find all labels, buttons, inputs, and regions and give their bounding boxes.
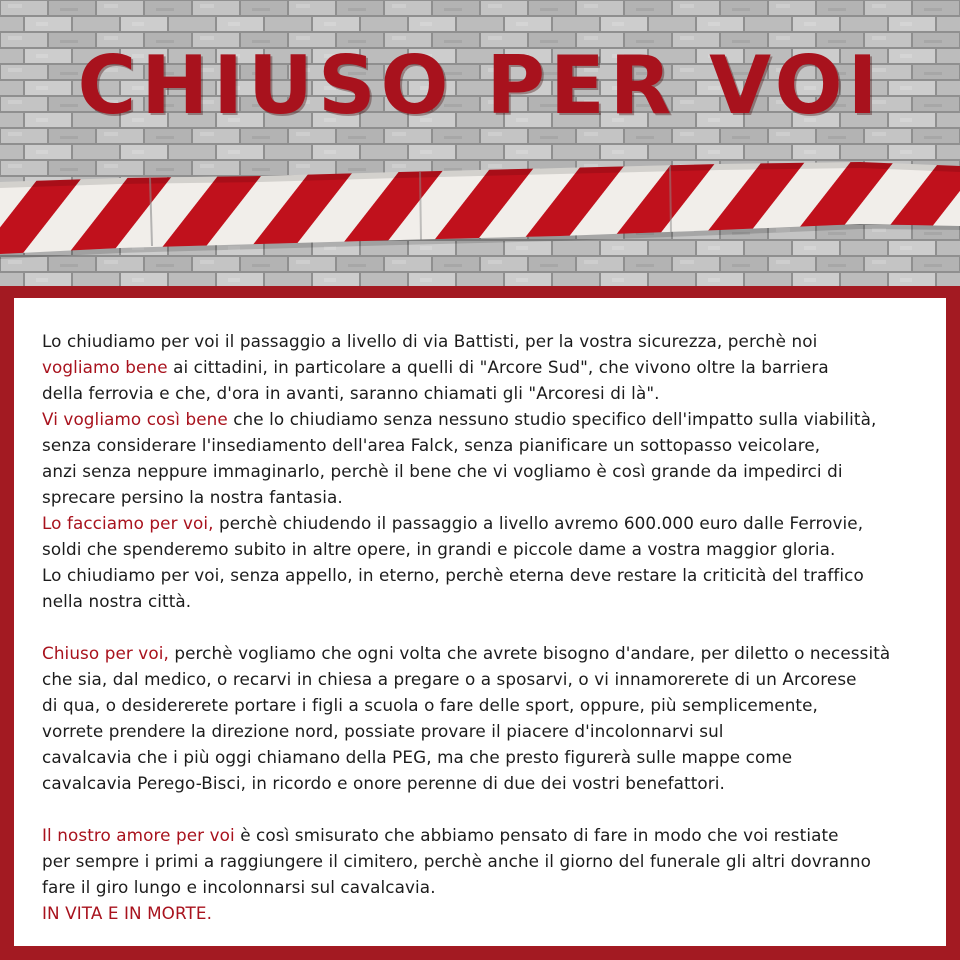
body-text: sprecare persino la nostra fantasia. <box>42 487 343 507</box>
body-text: che sia, dal medico, o recarvi in chiesa a pregare o a sposarvi, o vi innamorerete di un Arcorese <box>42 669 857 689</box>
body-text: senza considerare l'insediamento dell'area Falck, senza pianificare un sottopasso veicolare, <box>42 435 821 455</box>
body-text: cavalcavia Perego-Bisci, in ricordo e onore perenne di due dei vostri benefattori. <box>42 773 725 793</box>
body-text: anzi senza neppure immaginarlo, perchè il bene che vi vogliamo è così grande da impedirci di <box>42 461 843 481</box>
body-text: di qua, o desidererete portare i figli a scuola o fare delle sport, oppure, più semplicemente, <box>42 695 818 715</box>
body-text: fare il giro lungo e incolonnarsi sul cavalcavia. <box>42 877 436 897</box>
body-text: Lo chiudiamo per voi, senza appello, in eterno, perchè eterna deve restare la criticità del traffico <box>42 565 864 585</box>
highlight-text: Lo facciamo per voi, <box>42 513 214 533</box>
body-text: Lo chiudiamo per voi il passaggio a livello di via Battisti, per la vostra sicurezza, perchè noi <box>42 331 818 351</box>
body-text: nella nostra città. <box>42 591 192 611</box>
body-text: per sempre i primi a raggiungere il cimitero, perchè anche il giorno del funerale gli altri dovranno <box>42 851 871 871</box>
brick-wall-banner <box>0 0 960 286</box>
headline: CHIUSO PER VOI <box>77 39 883 132</box>
paragraph-2 <box>42 640 946 796</box>
paragraph-1 <box>42 328 946 614</box>
body-text: che lo chiudiamo senza nessuno studio specifico dell'impatto sulla viabilità, <box>227 409 877 429</box>
body-text: della ferrovia e che, d'ora in avanti, saranno chiamati gli "Arcoresi di là". <box>42 383 660 403</box>
highlight-text: Chiuso per voi, <box>42 643 169 663</box>
body-text: ai cittadini, in particolare a quelli di "Arcore Sud", che vivono oltre la barriera <box>167 357 829 377</box>
body-text: perchè chiudendo il passaggio a livello avremo 600.000 euro dalle Ferrovie, <box>213 513 864 533</box>
closing-slogan: IN VITA E IN MORTE. <box>42 903 213 923</box>
body-text: soldi che spenderemo subito in altre opere, in grandi e piccole dame a vostra maggior gloria. <box>42 539 836 559</box>
paragraph-3 <box>42 822 946 926</box>
body-text: cavalcavia che i più oggi chiamano della PEG, ma che presto figurerà sulle mappe come <box>42 747 793 767</box>
body-text: è così smisurato che abbiamo pensato di fare in modo che voi restiate <box>234 825 839 845</box>
highlight-text: vogliamo bene <box>42 357 168 377</box>
highlight-text: Il nostro amore per voi <box>42 825 235 845</box>
highlight-text: Vi vogliamo così bene <box>42 409 228 429</box>
body-text: perchè vogliamo che ogni volta che avrete bisogno d'andare, per diletto o necessità <box>168 643 891 663</box>
text-panel <box>14 298 946 946</box>
body-text: vorrete prendere la direzione nord, possiate provare il piacere d'incolonnarvi sul <box>42 721 724 741</box>
